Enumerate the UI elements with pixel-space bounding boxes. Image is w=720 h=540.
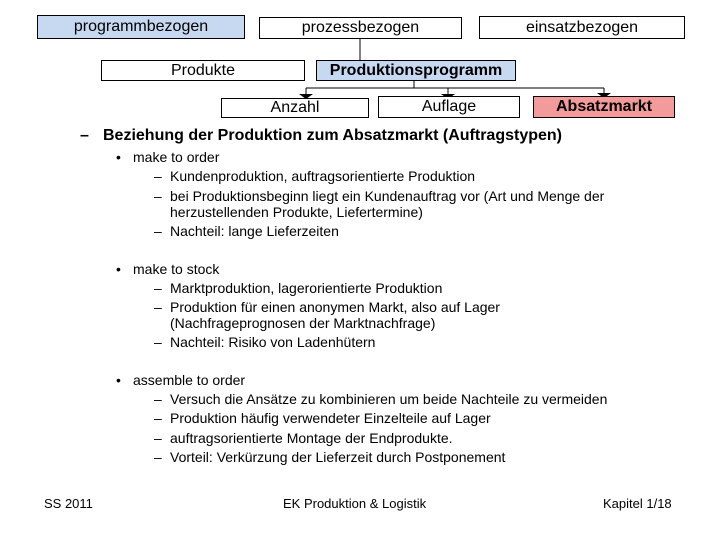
sub-dash: –: [154, 280, 162, 296]
sub-item: Produktion häufig verwendeter Einzelteile auf Lager: [170, 410, 491, 426]
box-programmbezogen: [37, 15, 245, 39]
sub-item: Nachteil: Risiko von Ladenhütern: [170, 334, 376, 350]
box-prozessbezogen: [259, 17, 462, 39]
box-programmbezogen-label: programmbezogen: [73, 18, 209, 35]
box-einsatzbezogen-label: einsatzbezogen: [525, 18, 639, 36]
box-absatzmarkt-label: Absatzmarkt: [555, 98, 653, 115]
bullet-icon: •: [116, 261, 121, 277]
sub-dash: –: [154, 410, 162, 426]
box-auflage-label: Auflage: [421, 98, 477, 115]
box-produkte: [101, 60, 305, 81]
sub-item: Vorteil: Verkürzung der Lieferzeit durch Postponement: [170, 449, 506, 465]
box-prozessbezogen-label: prozessbezogen: [301, 19, 420, 36]
heading-text: Beziehung der Produktion zum Absatzmarkt (Auftragstypen): [103, 127, 562, 144]
sub-dash: –: [154, 430, 162, 446]
box-produktionsprogramm-label: Produktionsprogramm: [329, 61, 503, 79]
sub-dash: –: [154, 188, 162, 204]
sub-dash: –: [154, 449, 162, 465]
box-anzahl: [221, 98, 369, 118]
sub-item: Kundenproduktion, auftragsorientierte Produktion: [170, 168, 476, 184]
sub-item: auftragsorientierte Montage der Endprodukte.: [170, 430, 453, 446]
heading-dash: –: [80, 127, 89, 144]
sub-item: Marktproduktion, lagerorientierte Produktion: [170, 280, 443, 296]
section-title: assemble to order: [133, 372, 246, 388]
section-title: make to stock: [133, 261, 220, 277]
box-einsatzbezogen: [479, 16, 685, 39]
sub-item-continuation: herzustellenden Produkte, Liefertermine): [170, 204, 423, 220]
section-title: make to order: [133, 149, 220, 165]
sub-dash: –: [154, 223, 162, 239]
box-produkte-label: Produkte: [170, 61, 236, 79]
sub-dash: –: [154, 391, 162, 407]
footer-semester: SS 2011: [44, 496, 93, 511]
footer-course: EK Produktion & Logistik: [283, 496, 427, 511]
box-produktionsprogramm: [316, 60, 516, 81]
bullet-icon: •: [116, 149, 121, 165]
sub-dash: –: [154, 299, 162, 315]
sub-dash: –: [154, 334, 162, 350]
box-auflage: [378, 96, 520, 118]
sub-dash: –: [154, 168, 162, 184]
box-anzahl-label: Anzahl: [270, 99, 320, 116]
box-absatzmarkt: [533, 96, 675, 118]
sub-item: Versuch die Ansätze zu kombinieren um beide Nachteile zu vermeiden: [170, 391, 608, 407]
sub-item-continuation: (Nachfrageprognosen der Marktnachfrage): [170, 315, 436, 331]
bullet-icon: •: [116, 372, 121, 388]
sub-item: bei Produktionsbeginn liegt ein Kundenauftrag vor (Art und Menge der: [170, 188, 605, 204]
sub-item: Nachteil: lange Lieferzeiten: [170, 223, 339, 239]
footer-page: Kapitel 1/18: [603, 496, 672, 511]
sub-item: Produktion für einen anonymen Markt, also auf Lager: [170, 299, 500, 315]
